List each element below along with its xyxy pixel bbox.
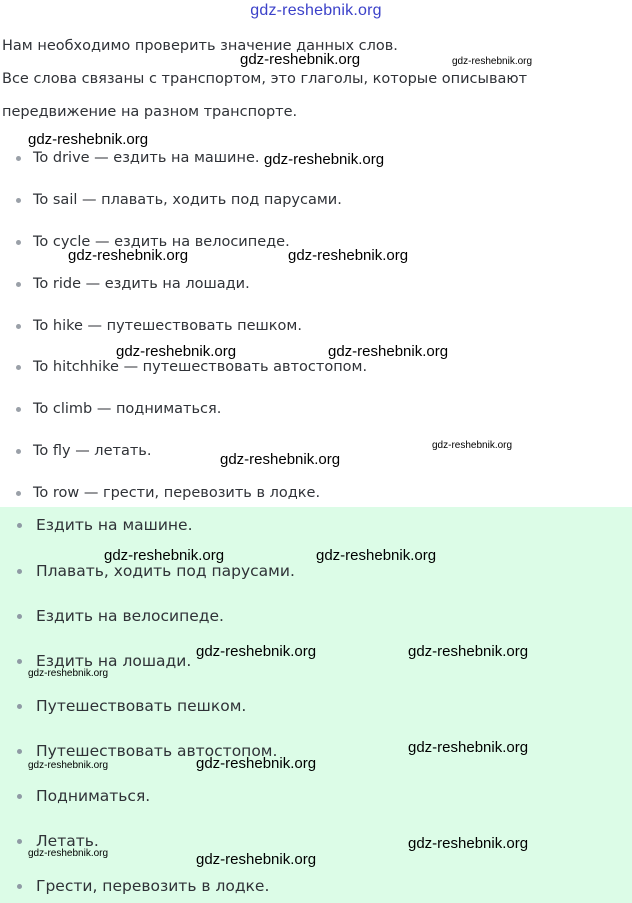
- verb-text: To fly — летать.: [33, 443, 152, 459]
- bullet-icon: [17, 839, 22, 844]
- bullet-icon: [16, 324, 21, 329]
- bullet-icon: [16, 282, 21, 287]
- answer-text: Ездить на машине.: [36, 516, 193, 534]
- bullet-icon: [17, 749, 22, 754]
- bullet-icon: [16, 491, 21, 496]
- bullet-icon: [17, 794, 22, 799]
- intro-line: Нам необходимо проверить значение данных слов.: [2, 38, 398, 54]
- answer-text: Путешествовать автостопом.: [36, 742, 278, 760]
- verb-text: To drive — ездить на машине.: [33, 150, 260, 166]
- bullet-icon: [16, 365, 21, 370]
- verb-text: To hitchhike — путешествовать автостопом.: [33, 359, 368, 375]
- list-item: [0, 513, 193, 537]
- intro-paragraph: [2, 30, 602, 129]
- bullet-icon: [16, 240, 21, 245]
- list-item: [0, 188, 342, 212]
- answer-text: Летать.: [36, 832, 99, 850]
- watermark: gdz-reshebnik.org: [196, 851, 317, 868]
- verb-text: To row — грести, перевозить в лодке.: [33, 485, 321, 501]
- watermark: gdz-reshebnik.org: [432, 440, 513, 451]
- list-item: [0, 694, 246, 718]
- watermark: gdz-reshebnik.org: [104, 547, 225, 564]
- bullet-icon: [17, 884, 22, 889]
- list-item: [0, 874, 269, 898]
- bullet-icon: [17, 569, 22, 574]
- bullet-icon: [16, 407, 21, 412]
- bullet-icon: [16, 156, 21, 161]
- list-item: [0, 784, 150, 808]
- list-item: [0, 314, 302, 338]
- list-item: [0, 397, 221, 421]
- watermark: gdz-reshebnik.org: [316, 547, 437, 564]
- verb-text: To hike — путешествовать пешком.: [33, 318, 302, 334]
- bullet-icon: [17, 659, 22, 664]
- intro-line: Все слова связаны с транспортом, это глаголы, которые описывают: [2, 71, 528, 87]
- bullet-icon: [17, 614, 22, 619]
- intro-line: передвижение на разном транспорте.: [2, 104, 298, 120]
- verb-text: To cycle — ездить на велосипеде.: [33, 234, 290, 250]
- watermark: gdz-reshebnik.org: [28, 848, 109, 859]
- bullet-icon: [17, 523, 22, 528]
- watermark: gdz-reshebnik.org: [220, 451, 341, 468]
- verb-text: To ride — ездить на лошади.: [33, 276, 250, 292]
- list-item: [0, 481, 320, 505]
- list-item: [0, 604, 224, 628]
- watermark: gdz-reshebnik.org: [452, 56, 533, 67]
- watermark: gdz-reshebnik.org: [240, 51, 361, 68]
- watermark: gdz-reshebnik.org: [196, 755, 317, 772]
- watermark: gdz-reshebnik.org: [408, 643, 529, 660]
- watermark: gdz-reshebnik.org: [196, 643, 317, 660]
- watermark: gdz-reshebnik.org: [408, 739, 529, 756]
- watermark: gdz-reshebnik.org: [328, 343, 449, 360]
- watermark: gdz-reshebnik.org: [68, 247, 189, 264]
- watermark: gdz-reshebnik.org: [28, 668, 109, 679]
- bullet-icon: [16, 449, 21, 454]
- list-item: [0, 272, 250, 296]
- list-item: [0, 439, 151, 463]
- verb-text: To sail — плавать, ходить под парусами.: [33, 192, 342, 208]
- list-item: [0, 146, 259, 170]
- answer-text: Путешествовать пешком.: [36, 697, 247, 715]
- watermark: gdz-reshebnik.org: [116, 343, 237, 360]
- verb-text: To climb — подниматься.: [33, 401, 222, 417]
- watermark: gdz-reshebnik.org: [264, 151, 385, 168]
- bullet-icon: [17, 704, 22, 709]
- answer-text: Грести, перевозить в лодке.: [36, 877, 270, 895]
- watermark: gdz-reshebnik.org: [288, 247, 409, 264]
- bullet-icon: [16, 198, 21, 203]
- answer-text: Подниматься.: [36, 787, 151, 805]
- answer-block: [0, 507, 632, 903]
- answer-text: Ездить на велосипеде.: [36, 607, 224, 625]
- watermark: gdz-reshebnik.org: [28, 760, 109, 771]
- watermark: gdz-reshebnik.org: [408, 835, 529, 852]
- answer-text: Ездить на лошади.: [36, 652, 192, 670]
- site-header-link[interactable]: gdz-reshebnik.org: [250, 2, 382, 19]
- answer-text: Плавать, ходить под парусами.: [36, 562, 295, 580]
- watermark: gdz-reshebnik.org: [28, 131, 149, 148]
